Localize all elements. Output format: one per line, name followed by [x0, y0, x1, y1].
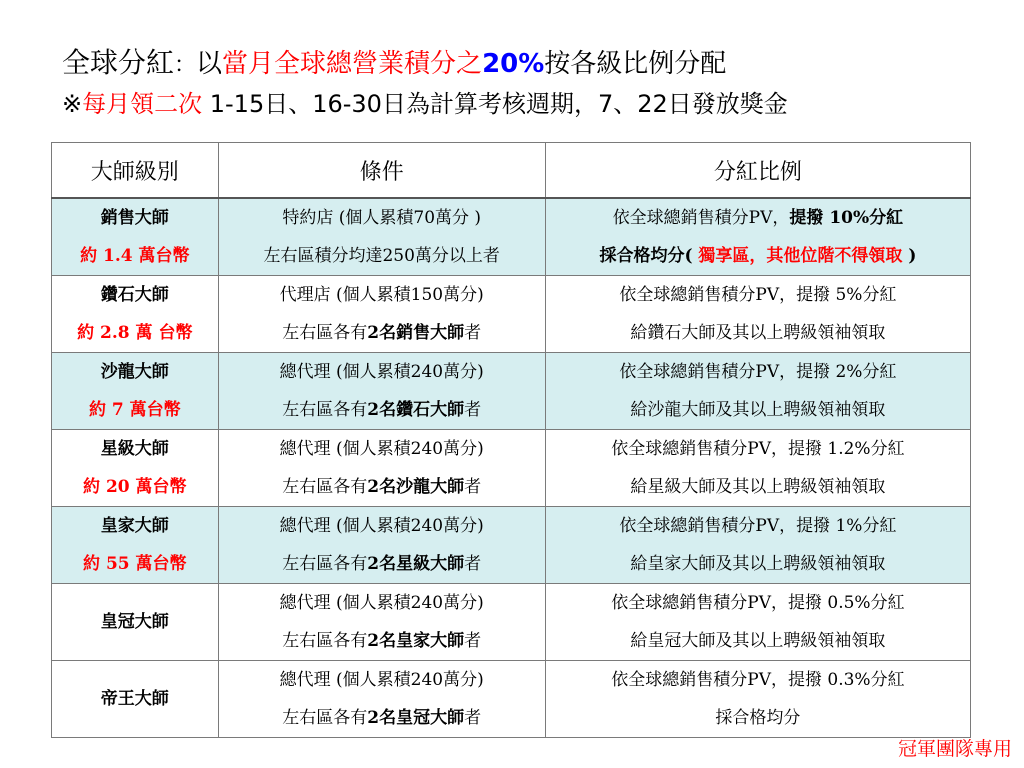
share-line-1	[546, 199, 970, 237]
condition-cell	[218, 507, 545, 584]
rank-cell	[52, 584, 219, 661]
rank-price: 約 7 萬台幣	[88, 400, 181, 420]
subtitle-red-part: 每月領二次	[82, 90, 203, 118]
condition-line-2	[219, 545, 545, 583]
share-line-1: 依全球總銷售積分PV，提撥 5%分紅	[619, 285, 897, 305]
table-row	[52, 507, 971, 584]
condition-end-text: 者	[464, 631, 482, 651]
rank-name: 星級大師	[100, 439, 169, 459]
share-line-2: 給沙龍大師及其以上聘級領袖領取	[630, 400, 886, 420]
subtitle-rest: 1-15日、16-30日為計算考核週期，7、22日發放獎金	[202, 90, 788, 118]
title-main: 全球分紅	[62, 46, 175, 79]
title-percent: 20%	[482, 49, 545, 79]
table-row	[52, 276, 971, 353]
condition-line-1: 總代理 (個人累積240萬分)	[279, 670, 484, 690]
condition-end-text: 者	[464, 554, 482, 574]
share-text: 依全球總銷售積分PV，	[612, 208, 790, 228]
rank-cell	[52, 661, 219, 738]
share-cell	[545, 198, 970, 276]
condition-line-2	[219, 699, 545, 737]
header-condition: 條件	[218, 143, 545, 199]
share-line-1: 依全球總銷售積分PV，提撥 1%分紅	[619, 516, 897, 536]
share-cell	[545, 584, 970, 661]
condition-text: 左右區積分均達250萬分以上者	[263, 246, 500, 266]
rank-cell	[52, 353, 219, 430]
condition-text: 左右區各有	[282, 631, 368, 651]
share-bold-text: 提撥 10%分紅	[789, 208, 904, 228]
rank-cell	[52, 430, 219, 507]
share-cell	[545, 430, 970, 507]
condition-line-1: 總代理 (個人累積240萬分)	[279, 516, 484, 536]
share-line-2: 給皇家大師及其以上聘級領袖領取	[630, 554, 886, 574]
condition-cell	[218, 198, 545, 276]
share-line-1: 依全球總銷售積分PV，提撥 0.5%分紅	[611, 593, 905, 613]
rank-cell	[52, 507, 219, 584]
condition-end-text: 者	[464, 708, 482, 728]
condition-text: 左右區各有	[282, 323, 368, 343]
share-line-2: 給鑽石大師及其以上聘級領袖領取	[630, 323, 886, 343]
rank-price: 約 55 萬台幣	[83, 554, 187, 574]
condition-cell	[218, 353, 545, 430]
condition-line-2	[219, 314, 545, 352]
share-bold-text: 採合格均分(	[599, 246, 693, 266]
header-share: 分紅比例	[545, 143, 970, 199]
title-colon: ：	[174, 53, 197, 78]
condition-bold-text: 2名沙龍大師	[367, 477, 465, 497]
share-line-2: 給星級大師及其以上聘級領袖領取	[630, 477, 886, 497]
rank-price: 約 20 萬台幣	[83, 477, 187, 497]
condition-cell	[218, 661, 545, 738]
condition-cell	[218, 430, 545, 507]
condition-line-1: 總代理 (個人累積240萬分)	[279, 593, 484, 613]
rank-name: 帝王大師	[100, 689, 169, 709]
condition-text: 左右區各有	[282, 554, 368, 574]
share-cell	[545, 276, 970, 353]
rank-name: 皇家大師	[100, 516, 169, 536]
table-row	[52, 661, 971, 738]
share-line-2: 給皇冠大師及其以上聘級領袖領取	[630, 631, 886, 651]
share-line-1: 依全球總銷售積分PV，提撥 0.3%分紅	[611, 670, 905, 690]
condition-bold-text: 2名星級大師	[367, 554, 465, 574]
title-prefix: 以	[196, 49, 223, 79]
condition-cell	[218, 276, 545, 353]
rank-name: 皇冠大師	[100, 612, 169, 632]
subtitle	[62, 86, 788, 122]
condition-line-1: 總代理 (個人累積240萬分)	[279, 362, 484, 382]
condition-line-2	[219, 622, 545, 660]
rank-name: 沙龍大師	[100, 362, 169, 382]
header-rank: 大師級別	[52, 143, 219, 199]
share-line-1: 依全球總銷售積分PV，提撥 1.2%分紅	[611, 439, 905, 459]
title-suffix: 按各級比例分配	[544, 49, 727, 79]
condition-bold-text: 2名皇冠大師	[367, 708, 465, 728]
condition-cell	[218, 584, 545, 661]
table-row	[52, 584, 971, 661]
share-red-text: 獨享區，其他位階不得領取	[692, 246, 903, 266]
rank-name: 鑽石大師	[100, 285, 169, 305]
table-row	[52, 430, 971, 507]
rank-cell	[52, 276, 219, 353]
condition-line-1: 代理店 (個人累積150萬分)	[279, 285, 484, 305]
table-row	[52, 353, 971, 430]
rank-cell	[52, 198, 219, 276]
rank-price: 約 2.8 萬 台幣	[77, 323, 193, 343]
condition-bold-text: 2名銷售大師	[367, 323, 465, 343]
rank-name: 銷售大師	[100, 208, 169, 228]
rank-price: 約 1.4 萬台幣	[80, 246, 190, 266]
share-line-1: 依全球總銷售積分PV，提撥 2%分紅	[619, 362, 897, 382]
condition-text: 左右區各有	[282, 708, 368, 728]
bonus-table	[51, 142, 971, 738]
condition-end-text: 者	[464, 400, 482, 420]
condition-line-1: 總代理 (個人累積240萬分)	[279, 439, 484, 459]
condition-line-2	[219, 391, 545, 429]
page-title	[62, 44, 726, 85]
condition-end-text: 者	[464, 323, 482, 343]
condition-bold-text: 2名鑽石大師	[367, 400, 465, 420]
share-cell	[545, 353, 970, 430]
share-cell	[545, 661, 970, 738]
condition-text: 左右區各有	[282, 400, 368, 420]
condition-end-text: 者	[464, 477, 482, 497]
condition-text: 左右區各有	[282, 477, 368, 497]
share-end-text: )	[902, 246, 917, 266]
share-line-2	[546, 237, 970, 275]
condition-line-2	[219, 237, 545, 275]
table-header-row	[52, 143, 971, 199]
subtitle-mark: ※	[62, 90, 83, 118]
table-row	[52, 198, 971, 276]
share-cell	[545, 507, 970, 584]
footer-note: 冠軍團隊專用	[897, 738, 1012, 760]
condition-line-1: 特約店 (個人累積70萬分 )	[282, 208, 482, 228]
condition-bold-text: 2名皇家大師	[367, 631, 465, 651]
title-red-part: 當月全球總營業積分之	[222, 49, 483, 79]
share-line-2: 採合格均分	[715, 708, 801, 728]
condition-line-2	[219, 468, 545, 506]
